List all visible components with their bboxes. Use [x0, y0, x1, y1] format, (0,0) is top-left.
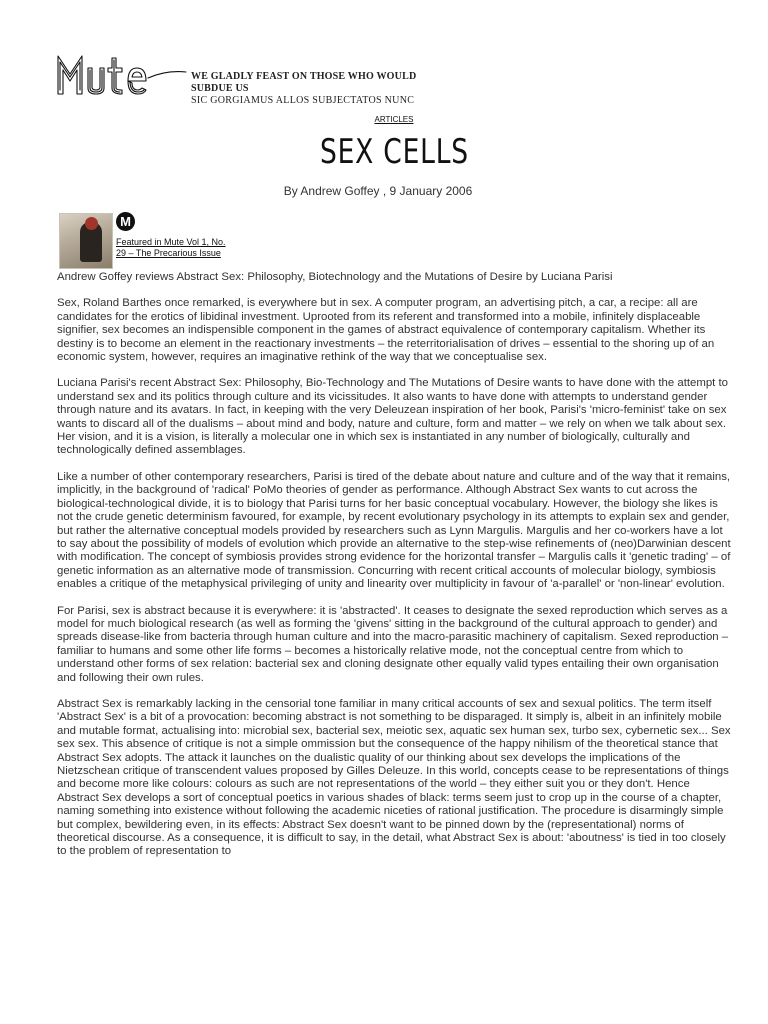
article-paragraph: Like a number of other contemporary researchers, Parisi is tired of the debate about nature and culture and of the way that it remains, implicitly, in the background of 'radical' PoMo theories of gender as performance. Although Abstract Sex wants to cut across the biological-technological divide, it is to biology that Parisi turns for her basic conceptual vocabulary. However, the biology she likes is not the crude genetic determinism favoured, for example, by recent evolutionary psychology in its attempts to explain sex and gender, but rather the alternative conceptual models provided by researchers such as Lynn Margulis. Margulis and her co-workers have a lot to say about the possibility of models of evolution which provide an alternative to the step-wise refinements of (neo)Darwinian descent with modification. The concept of symbiosis provides strong evidence for the horizontal transfer – Margulis calls it 'genetic trading' – of genetic information as an alternative mode of transmission. Concurring with recent critical accounts of molecular biology, symbiosis enables a critique of the metaphysical privileging of unity and linearity over multiplicity in favour of 'a-parallel' or 'non-linear' evolution. [57, 470, 731, 591]
article-title: SEX CELLS [319, 132, 469, 172]
mute-logo[interactable] [56, 50, 188, 96]
byline: By Andrew Goffey , 9 January 2006 [283, 184, 473, 198]
tagline [191, 71, 456, 107]
site-header [56, 50, 456, 106]
issue-cover-image[interactable] [59, 213, 113, 269]
article-body [57, 271, 733, 872]
tagline-line-2: SIC GORGIAMUS ALLOS SUBJECTATOS NUNC [191, 95, 415, 106]
article-paragraph: Abstract Sex is remarkably lacking in the censorial tone familiar in many critical accounts of sex and sexual politics. The term itself 'Abstract Sex' is a bit of a provocation: becoming abstract is not something to be disparaged. It simply is, albeit in an infinitely mobile and mutable format, actualising into: microbial sex, bacterial sex, meiotic sex, aquatic sex human sex, turbo sex, cybernetic sex... Sex sex sex. This absence of critique is not a simple ommission but the consequence of the happy nihilism of the theoretical stance that Abstract Sex adopts. The attack it launches on the dualistic quality of our thinking about sex develops the implications of the Nietzschean critique of transcendent values proposed by Gilles Deleuze. In this world, concepts cease to be representations of things and become more like colours: colours as such are not representations of the world – they either suit you or they don't. Hence Abstract Sex develops a sort of conceptual poetics in various shades of black: terms seem just to crop up in the course of a chapter, naming something into existence without following the academic niceties of rational justification. The procedure is disarmingly simple but complex, bewildering even, in its effects: Abstract Sex doesn't want to be pinned down by the (representational) norms of theoretical discourse. As a consequence, it is difficult to say, in the detail, what Abstract Sex is about: 'aboutness' is tied in too closely to the problem of representation to [57, 697, 731, 858]
article-paragraph: Sex, Roland Barthes once remarked, is everywhere but in sex. A computer program, an advertising pitch, a car, a recipe: all are candidates for the erotics of libidinal investment. Uprooted from its referent and transformed into a mobile, infinitely displaceable signifier, sex becomes an indispensible component in the games of abstract equivalence of contemporary capitalism. Whether its destiny is to become an element in the reactionary investments – the reterritorialisation of drives – essential to the shoring up of an economic system, however, requires an imaginative rethink of the way that we conceptualise sex. [57, 297, 715, 364]
title-wrap [0, 132, 768, 172]
mute-badge-icon: M [116, 212, 135, 231]
section-link-articles[interactable]: ARTICLES [374, 115, 414, 124]
article-standfirst: Andrew Goffey reviews Abstract Sex: Philosophy, Biotechnology and the Mutations of Desire by Luciana Parisi [57, 271, 613, 283]
cover-figure-head [85, 217, 98, 230]
article-paragraph: Luciana Parisi's recent Abstract Sex: Philosophy, Bio-Technology and The Mutations of Desire wants to have done with the attempt to understand sex and its politics through culture and its vicissitudes. It also wants to have done with attempts to understand gender through nature and its avatars. In fact, in keeping with the very Deleuzean inspiration of her book, Parisi's 'micro-feminist' take on sex wants to discard all of the dualisms – about mind and body, nature and culture, form and matter – we rely on when we talk about sex. Her vision, and it is a vision, is literally a molecular one in which sex is instantiated in any number of biologically, culturally and technologically defined assemblages. [57, 377, 729, 457]
article-paragraph: For Parisi, sex is abstract because it is everywhere: it is 'abstracted'. It ceases to designate the sexed reproduction which serves as a model for much biological research (as well as forming the 'givens' sitting in the background of the cultural approach to gender) and spreads disease-like from bacteria through human culture and into the macro-parasitic machinery of capitalism. Sexed reproduction – familiar to humans and some other life forms – becomes a historically relative mode, not the conceptual centre from which to understand other forms of sex relation: bacterial sex and cloning designate other equally valid types entailing their own organisation and following their own rules. [57, 604, 729, 684]
tagline-line-1: WE GLADLY FEAST ON THOSE WHO WOULD SUBDUE US [191, 71, 417, 94]
featured-issue-link[interactable]: Featured in Mute Vol 1, No. 29 – The Precarious Issue [116, 237, 226, 258]
